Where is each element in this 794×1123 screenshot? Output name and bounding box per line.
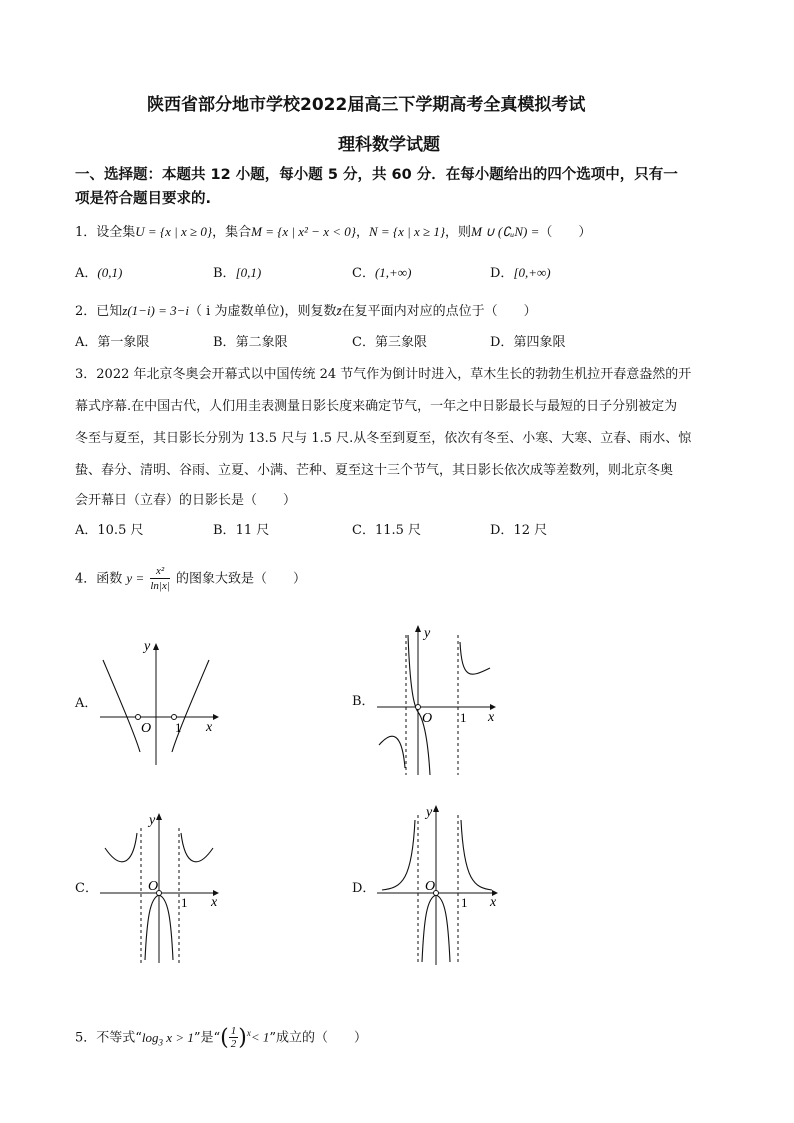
y-axis-arrow <box>153 643 159 650</box>
origin-label: O <box>425 879 436 894</box>
q3-option-b: B．11 尺 <box>213 523 270 538</box>
hole-origin <box>416 705 421 710</box>
tick-one-label: 1 <box>175 720 182 735</box>
question-1 <box>75 221 591 240</box>
q1-text: ，集合 <box>212 225 252 240</box>
y-label: y <box>426 805 433 820</box>
q5-fraction-power: ( $\frac{1}{2}$ )$^x$ <box>220 1025 251 1051</box>
q1-text: ， <box>355 225 369 240</box>
q4-graph-d-label: D． <box>352 881 376 896</box>
page-title: 陕西省部分地市学校2022届高三下学期高考全真模拟考试 <box>147 95 586 115</box>
question-3-line3: 冬至与夏至，其日影长分别为 13.5 尺与 1.5 尺.从冬至到夏至，依次有冬至、小寒、大寒、立春、雨水、惊 <box>75 431 692 446</box>
q2-option-d: D．第四象限 <box>490 335 566 350</box>
question-3-line1: 3．2022 年北京冬奥会开幕式以中国传统 24 节气作为倒计时进入，草木生长的勃勃生机拉开春意盎然的开 <box>75 367 692 382</box>
question-4: 4．函数 y = $\frac{\text{x²}}{\ln|x|}$ 的图象大致是（ ） <box>75 565 307 592</box>
origin-label: O <box>148 879 159 894</box>
q1-option-d: D．[0,+∞) <box>490 265 551 281</box>
q5-math-log: $\log_3 x > 1$ <box>141 1029 194 1048</box>
q3-option-a: A．10.5 尺 <box>75 523 144 538</box>
x-label: x <box>488 710 495 725</box>
q4-graph-c <box>95 808 225 968</box>
x-label: x <box>206 720 213 735</box>
y-axis-arrow <box>156 813 162 820</box>
y-axis-arrow <box>415 625 421 632</box>
x-label: x <box>490 895 497 910</box>
question-3-line2: 幕式序幕.在中国古代，人们用圭表测量日影长度来确定节气，一年之中日影最长与最短的日子分别被定为 <box>75 399 678 414</box>
q2-math-equation: z(1−i) = 3−i <box>122 303 190 318</box>
q5-fraction-numerator: 1 <box>230 1025 237 1037</box>
q5-math-inequality: < 1 <box>250 1029 270 1045</box>
q4-math-lhs: y = <box>126 570 145 586</box>
q3-option-c: C．11.5 尺 <box>352 523 422 538</box>
hole-left <box>136 715 141 720</box>
q5-exponent: x <box>246 1028 251 1039</box>
q4-graph-a <box>95 630 225 770</box>
curve-right <box>181 833 213 862</box>
q4-graph-c-label: C． <box>75 881 98 896</box>
q3-option-d: D．12 尺 <box>490 523 548 538</box>
hole-right <box>172 715 177 720</box>
q1-option-a: A．(0,1) <box>75 265 123 281</box>
q1-option-c: C．(1,+∞) <box>352 265 412 281</box>
question-5: 5．不等式“$\log_3$ x > 1”是“( $\frac{1}{2}$ )$^x$< 1”成立的（ ） <box>75 1025 368 1051</box>
curve-left <box>379 736 405 768</box>
question-2: 2．已知z(1−i) = 3−i（ i 为虚数单位)，则复数z̄在复平面内对应的点位于（ ） <box>75 303 537 319</box>
q4-graph-b <box>372 620 502 780</box>
q4-graph-a-label: A． <box>75 696 98 711</box>
q4-graph-b-label: B． <box>352 694 375 709</box>
question-3-line4: 蛰、春分、清明、谷雨、立夏、小满、芒种、夏至这十三个节气，其日影长依次成等差数列，则北京冬奥 <box>75 463 674 478</box>
q1-text: 1．设全集 <box>75 225 136 240</box>
q1-math-set-n: N = {x | x ≥ 1} <box>368 224 446 239</box>
q4-fraction-numerator: x² <box>150 565 170 579</box>
tick-one-label: 1 <box>181 895 188 910</box>
section-heading-line2: 项是符合题目要求的. <box>75 191 212 207</box>
q2-math-conjugate: z̄ <box>336 303 342 318</box>
q5-fraction-denominator: 2 <box>230 1038 237 1050</box>
q1-math-universal-set: U = {x | x ≥ 0} <box>135 224 213 239</box>
curve-left <box>382 820 415 890</box>
tick-one-label: 1 <box>461 895 468 910</box>
q2-option-c: C．第三象限 <box>352 335 427 350</box>
q4-fraction <box>150 565 170 593</box>
x-axis-arrow <box>213 714 219 720</box>
page-subtitle: 理科数学试题 <box>338 135 440 155</box>
q1-text: ，则 <box>445 225 472 240</box>
q1-option-b: B．[0,1) <box>213 265 262 281</box>
origin-label: O <box>422 711 433 726</box>
y-label: y <box>149 813 156 828</box>
origin-label: O <box>141 721 152 736</box>
q2-option-b: B．第二象限 <box>213 335 288 350</box>
curve-right <box>460 642 490 674</box>
q1-math-set-m: M = {x | x² − x < 0} <box>251 224 356 239</box>
q1-text: （ ） <box>539 225 592 240</box>
x-label: x <box>211 895 218 910</box>
y-label: y <box>424 626 431 641</box>
y-label: y <box>144 639 151 654</box>
y-axis-arrow <box>433 805 439 812</box>
section-heading-line1: 一、选择题：本题共 12 小题，每小题 5 分，共 60 分．在每小题给出的四个选项中，只有一 <box>75 167 678 183</box>
tick-one-label: 1 <box>460 710 467 725</box>
q1-math-expression: M ∪ (∁ᵤN) = <box>471 224 540 239</box>
q2-option-a: A．第一象限 <box>75 335 150 350</box>
q4-fraction-denominator: ln|x| <box>150 580 170 592</box>
curve-right <box>461 820 492 890</box>
question-3-line5: 会开幕日（立春）的日影长是（ ） <box>75 493 297 508</box>
q4-graph-d <box>372 800 507 970</box>
curve-left <box>105 833 137 862</box>
